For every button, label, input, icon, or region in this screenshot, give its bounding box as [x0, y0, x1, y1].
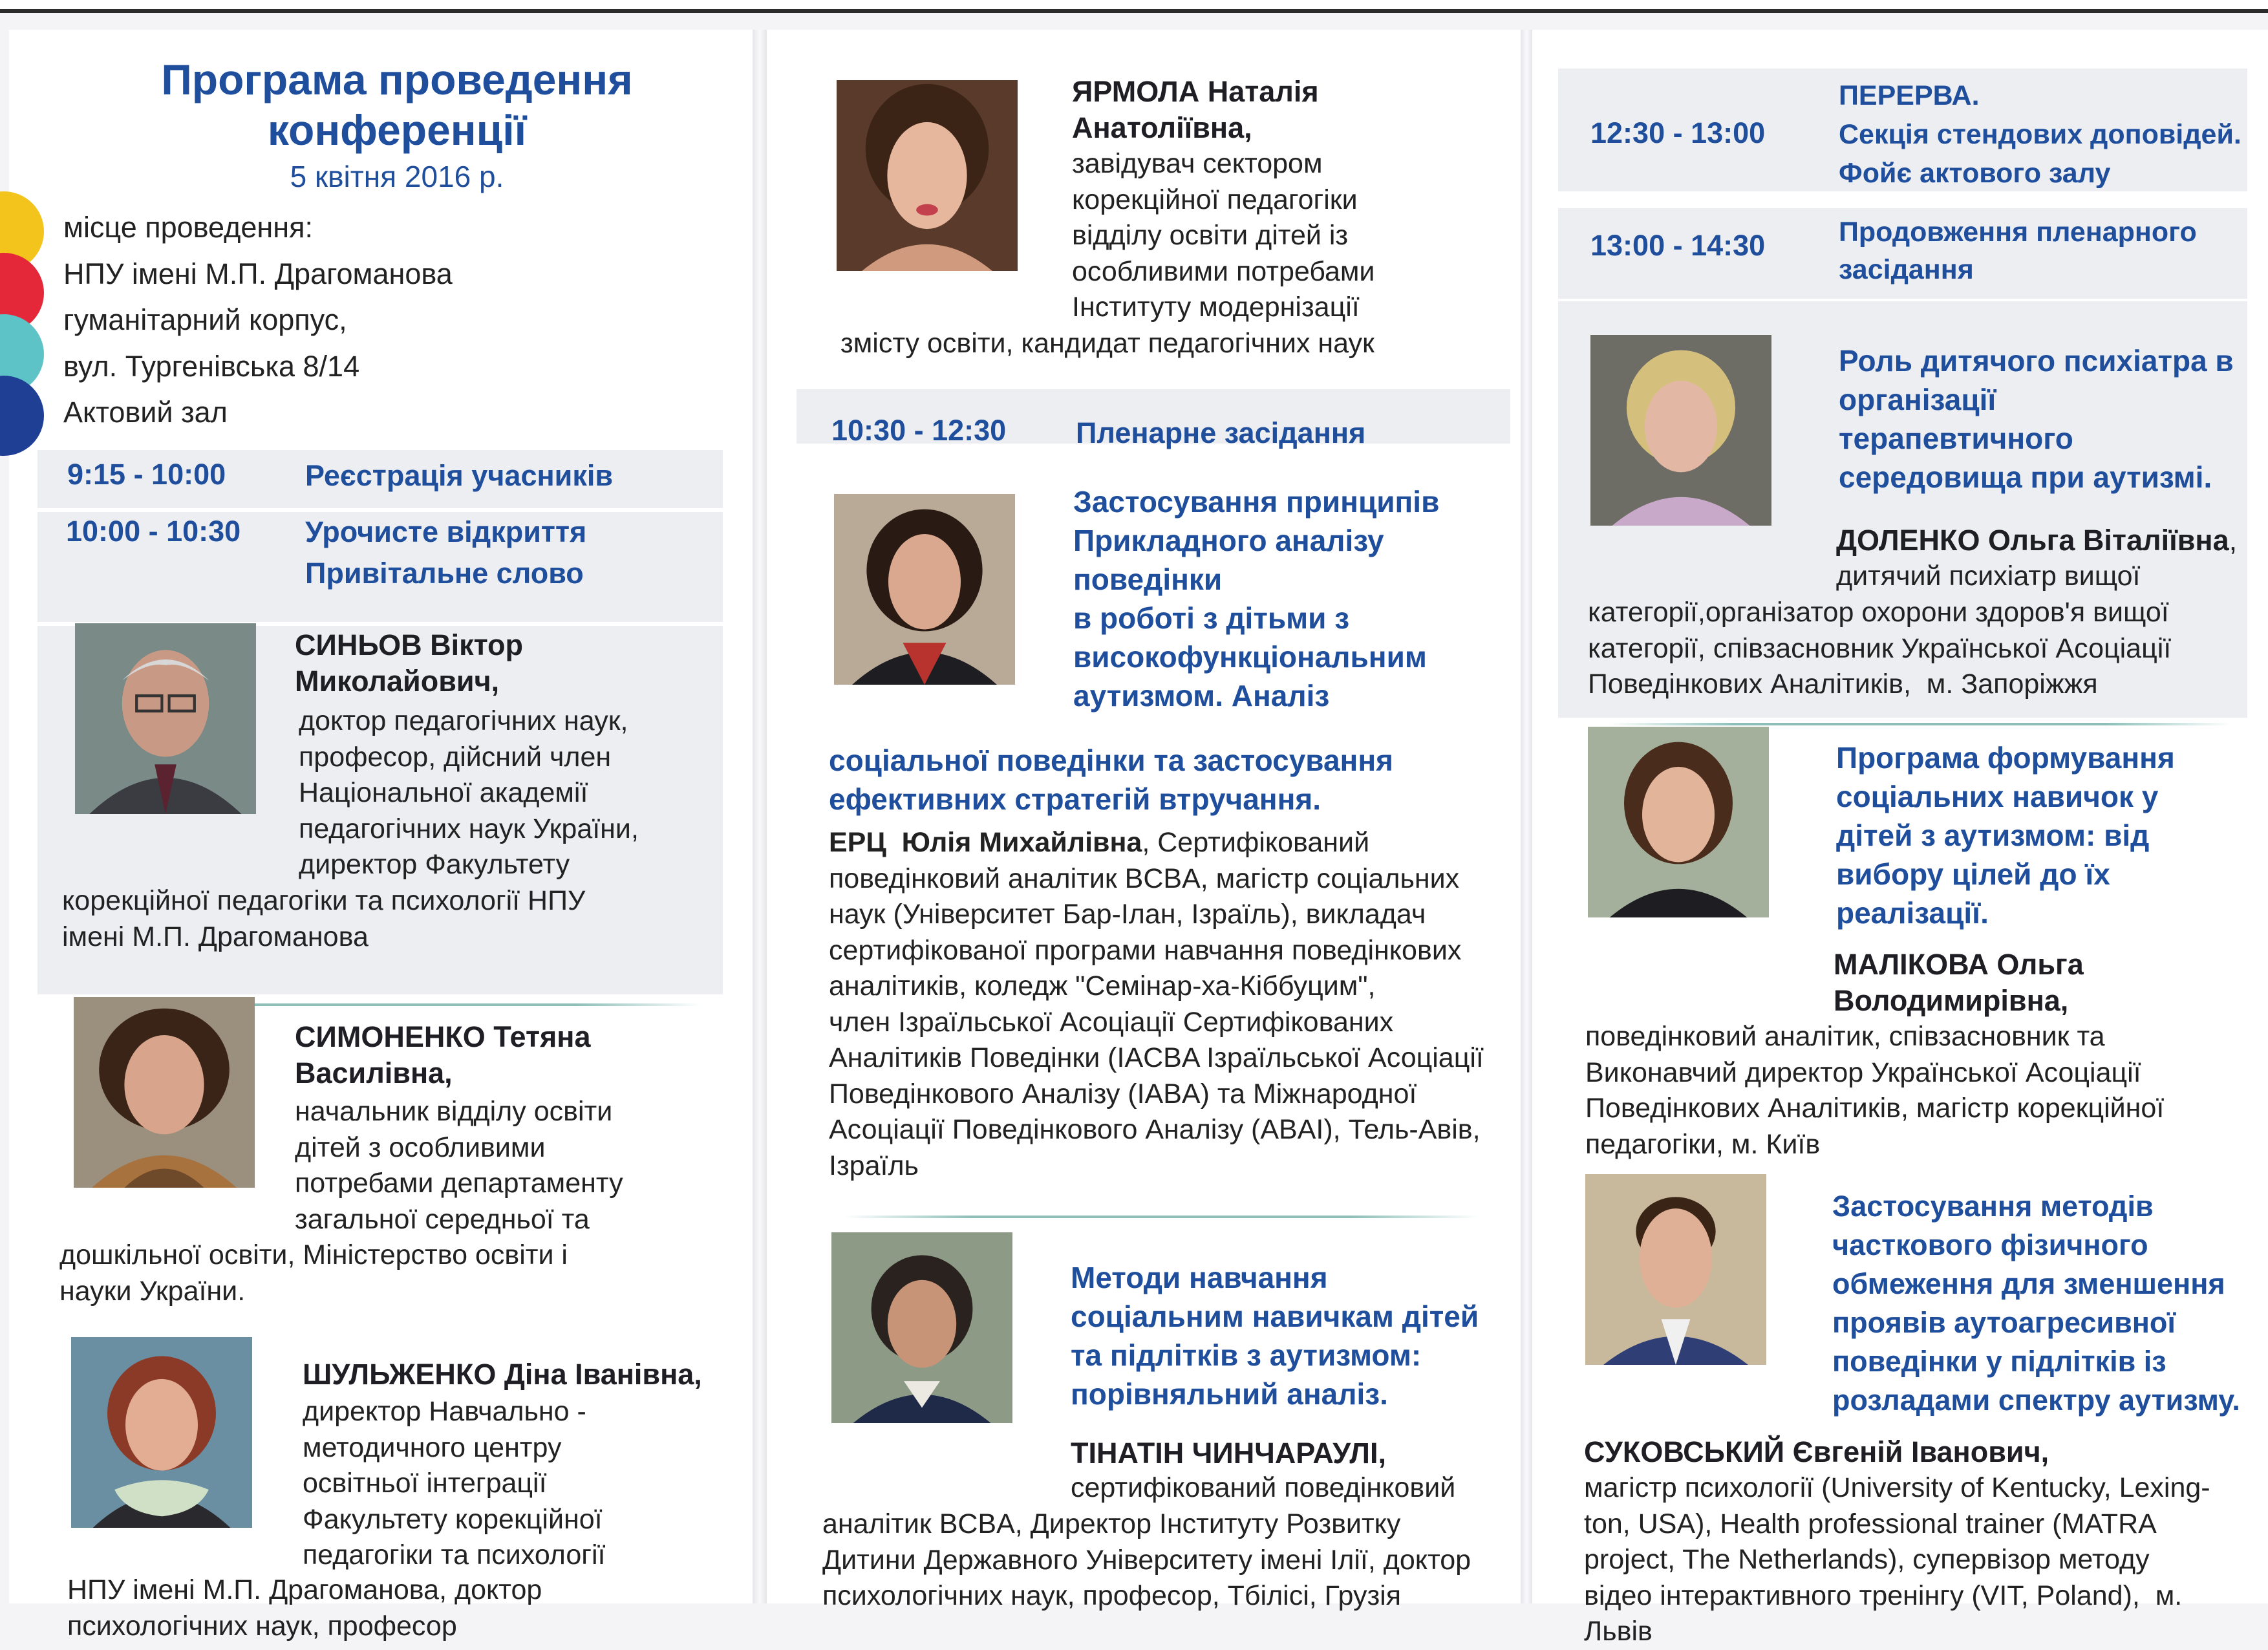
name-line: СИМОНЕНКО Тетяна	[295, 1020, 591, 1053]
top-edge	[0, 0, 2268, 13]
desc-line: дітей з особливими	[295, 1131, 546, 1163]
desc-line: професор, дійсний член	[299, 741, 612, 773]
schedule-time: 10:30 - 12:30	[831, 414, 1007, 447]
topic-line: та підлітків з аутизмом:	[1071, 1338, 1422, 1372]
schedule-time: 10:00 - 10:30	[66, 515, 241, 548]
speaker-photo-erts	[834, 494, 1015, 685]
talk-topic	[1839, 341, 2234, 497]
desc-line: Асоціації Поведінкового Аналізу (ABAI), Тель-Авів,	[829, 1114, 1481, 1145]
desc-line: поведінковий аналітик, співзасновник та	[1585, 1021, 2105, 1052]
name-line: Анатоліївна,	[1072, 111, 1252, 144]
desc-line: аналітиків, коледж "Семінар-ха-Кіббуцим",	[829, 970, 1376, 1002]
panel-left	[9, 30, 753, 1642]
speaker-description-full	[67, 1572, 542, 1644]
topic-line: соціальної поведінки та застосування	[829, 744, 1393, 777]
schedule-time: 13:00 - 14:30	[1590, 229, 1766, 262]
desc-line: відділу освіти дітей із	[1072, 220, 1349, 251]
talk-topic	[1836, 738, 2175, 932]
speaker-description-full	[1585, 1019, 2164, 1162]
speaker-description	[1071, 1470, 1455, 1506]
speaker-photo-chincharauli	[831, 1232, 1012, 1423]
desc-line: наук (Університет Бар-Ілан, Ізраїль), викладач	[829, 899, 1426, 930]
desc-line: Виконавчий директор Української Асоціації	[1585, 1056, 2141, 1088]
desc-line: Ізраїль	[829, 1150, 919, 1181]
divider	[1610, 723, 2231, 725]
desc-line: директор Факультету	[299, 849, 570, 880]
desc-line: project, The Netherlands), супервізор методу	[1584, 1544, 2150, 1575]
desc-text: , Сертифікований	[1142, 827, 1370, 858]
topic-line: Методи навчання	[1071, 1261, 1328, 1294]
desc-line: педагогіки, м. Київ	[1585, 1128, 1821, 1160]
desc-line: Аналітиків Поведінки (IACBA Ізраїльської Асоціації	[829, 1042, 1484, 1073]
name-line: ЯРМОЛА Наталія	[1072, 75, 1319, 108]
topic-line: соціальним навичкам дітей	[1071, 1300, 1479, 1333]
desc-line: дошкільної освіти, Міністерство освіти і	[59, 1239, 568, 1270]
page-title	[48, 54, 746, 155]
event-line: Секція стендових доповідей.	[1839, 119, 2241, 150]
topic-line: Прикладного аналізу	[1073, 524, 1384, 557]
talk-topic	[1832, 1187, 2240, 1420]
speaker-name	[1836, 522, 2237, 559]
speaker-description	[1836, 559, 2140, 595]
event-line: Фойє актового залу	[1839, 158, 2111, 189]
desc-line: Поведінкового Аналізу (IABA) та Міжнародної	[829, 1078, 1417, 1109]
desc-line: Національної академії	[299, 777, 588, 808]
speaker-name: ТІНАТІН ЧИНЧАРАУЛІ,	[1071, 1437, 1387, 1470]
talk-topic-full	[829, 741, 1393, 819]
desc-line: Факультету корекційної	[303, 1503, 603, 1535]
event-line: засідання	[1839, 254, 1974, 285]
speaker-description-full	[59, 1238, 568, 1309]
speaker-description-full	[1584, 1470, 2210, 1650]
speaker-description	[299, 703, 639, 883]
speaker-photo-yarmola	[837, 80, 1018, 271]
topic-line: порівняльний аналіз.	[1071, 1377, 1388, 1411]
desc-line: категорії,організатор охорони здоров'я вищої	[1588, 597, 2169, 628]
desc-line: методичного центру	[303, 1431, 562, 1463]
venue-line: Актовий зал	[63, 396, 228, 429]
topic-line: Роль дитячого психіатра в	[1839, 344, 2234, 378]
navy-dot	[0, 376, 44, 456]
desc-line: відео інтерактивного тренінгу (VIT, Poland), м.	[1584, 1580, 2183, 1611]
event-line: Привітальне слово	[305, 557, 584, 590]
topic-line: розладами спектру аутизму.	[1832, 1384, 2240, 1417]
venue-line: гуманітарний корпус,	[63, 303, 347, 336]
desc-line: поведінковий аналітик BCBA, магістр соціальних	[829, 862, 1460, 894]
desc-line: Інституту модернізації	[1072, 292, 1360, 323]
desc-line: доктор педагогічних наук,	[299, 705, 628, 736]
topic-line: терапевтичного	[1839, 422, 2073, 455]
panel-middle	[767, 30, 1526, 1611]
topic-line: поведінки	[1073, 562, 1223, 596]
fold-line	[1521, 30, 1532, 1603]
divider	[844, 1216, 1478, 1218]
topic-line: організації	[1839, 383, 1996, 416]
topic-line: ефективних стратегій втручання.	[829, 782, 1321, 816]
desc-line: освітньої інтеграції	[303, 1468, 547, 1499]
desc-line: корекційної педагогіки	[1072, 184, 1358, 215]
speaker-description-full	[822, 1506, 1471, 1614]
desc-line: психологічних наук, професор, Тбілісі, Грузія	[822, 1580, 1402, 1611]
topic-line: дітей з аутизмом: від	[1836, 819, 2150, 852]
desc-line: особливими потребами	[1072, 255, 1375, 287]
topic-line: часткового фізичного	[1832, 1228, 2148, 1261]
topic-line: обмеження для зменшення	[1832, 1267, 2225, 1300]
speaker-photo-synov	[75, 623, 256, 814]
desc-line: педагогіки та психології	[303, 1539, 606, 1570]
talk-topic	[1071, 1258, 1479, 1413]
event-line: Продовження пленарного	[1839, 217, 2197, 248]
schedule-event: Пленарне засідання	[1076, 416, 1366, 449]
desc-line: педагогічних наук України,	[299, 813, 639, 844]
topic-line: Програма формування	[1836, 741, 2175, 775]
name-line: Володимирівна,	[1834, 984, 2069, 1017]
speaker-description	[303, 1394, 605, 1574]
schedule-time: 12:30 - 13:00	[1590, 116, 1766, 149]
speaker-photo-sukovskyi	[1585, 1174, 1766, 1365]
event-line: Урочисте відкриття	[305, 515, 587, 548]
desc-line: сертифікованої програми навчання поведінкових	[829, 934, 1462, 966]
desc-line: НПУ імені М.П. Драгоманова, доктор	[67, 1574, 542, 1605]
desc-line: Поведінкових Аналітиків, магістр корекційної	[1585, 1093, 2165, 1124]
title-line-2: конференції	[267, 106, 527, 154]
speaker-name: СУКОВСЬКИЙ Євгеній Іванович,	[1584, 1435, 2049, 1468]
topic-line: проявів аутоагресивної	[1832, 1306, 2176, 1339]
speaker-name: ЕРЦ Юлія Михайлівна	[829, 827, 1142, 858]
speaker-photo-dolenko	[1590, 335, 1771, 526]
speaker-description-full	[840, 326, 1375, 362]
desc-line: імені М.П. Драгоманова	[62, 921, 369, 952]
venue-line: вул. Тургенівська 8/14	[63, 349, 360, 383]
venue-line: НПУ імені М.П. Драгоманова	[63, 257, 453, 290]
topic-line: Застосування принципів	[1073, 485, 1440, 519]
desc-line: корекційної педагогіки та психології НПУ	[62, 885, 586, 916]
desc-line: завідувач сектором	[1072, 148, 1323, 179]
desc-line: змісту освіти, кандидат педагогічних наук	[840, 328, 1375, 359]
name-tail: ,	[2229, 524, 2238, 557]
speaker-name: ШУЛЬЖЕНКО Діна Іванівна,	[303, 1358, 702, 1391]
desc-line: ton, USA), Health professional trainer (MATRA	[1584, 1508, 2157, 1539]
topic-line: Застосування методів	[1832, 1190, 2154, 1223]
topic-line: в роботі з дітьми з	[1073, 601, 1350, 635]
speaker-name	[1834, 947, 2084, 1019]
schedule-event	[1839, 213, 2197, 288]
topic-line: середовища при аутизмі.	[1839, 460, 2212, 494]
schedule-event	[1839, 76, 2241, 193]
topic-line: поведінки у підлітків із	[1832, 1345, 2166, 1378]
desc-line: сертифікований поведінковий	[1071, 1472, 1456, 1503]
desc-line: дитячий психіатр вищої	[1836, 561, 2141, 592]
speaker-description-full	[829, 825, 1484, 1184]
panel-right	[1532, 30, 2268, 1647]
desc-line: начальник відділу освіти	[295, 1096, 613, 1127]
desc-line: аналітик BCBA, Директор Інституту Розвитку	[822, 1508, 1401, 1539]
desc-line	[829, 825, 1484, 861]
name-line: Василівна,	[295, 1056, 453, 1089]
name-line: МАЛІКОВА Ольга	[1834, 948, 2084, 981]
desc-line: категорії, співзасновник Української Асоціації	[1588, 632, 2172, 664]
name-line: Миколайович,	[295, 665, 500, 698]
conference-date: 5 квітня 2016 р.	[290, 160, 504, 193]
speaker-name	[295, 627, 523, 700]
fold-line	[753, 30, 767, 1603]
speaker-description-full	[1588, 595, 2171, 703]
desc-line: науки України.	[59, 1275, 246, 1307]
name-text: ДОЛЕНКО Ольга Віталіївна	[1836, 524, 2229, 557]
topic-line: соціальних навичок у	[1836, 780, 2159, 813]
topic-line: реалізації.	[1836, 896, 1989, 930]
desc-line: член Ізраїльської Асоціації Сертифікованих	[829, 1006, 1394, 1038]
topic-line: аутизмом. Аналіз	[1073, 679, 1330, 712]
speaker-description-full	[62, 883, 585, 955]
talk-topic	[1073, 482, 1439, 715]
speaker-description	[295, 1094, 623, 1238]
desc-line: магістр психології (University of Kentucky, Lexing-	[1584, 1472, 2210, 1503]
schedule-time: 9:15 - 10:00	[67, 458, 226, 491]
desc-line: загальної середньої та	[295, 1203, 590, 1235]
desc-line: потребами департаменту	[295, 1168, 623, 1199]
event-line: ПЕРЕРВА.	[1839, 80, 1980, 111]
topic-line: високофункціональним	[1073, 640, 1427, 674]
speaker-name	[295, 1019, 591, 1091]
name-line: СИНЬОВ Віктор	[295, 628, 524, 661]
speaker-photo-shulzhenko	[71, 1337, 252, 1528]
desc-line: Дитини Державного Університету імені Ілії, доктор	[822, 1544, 1471, 1576]
desc-line: Львів	[1584, 1616, 1653, 1647]
title-line-1: Програма проведення	[161, 56, 633, 103]
venue-label: місце проведення:	[63, 211, 313, 244]
desc-line: психологічних наук, професор	[67, 1610, 457, 1642]
desc-line: директор Навчально -	[303, 1396, 586, 1427]
schedule-event	[305, 511, 586, 594]
speaker-name	[1072, 74, 1319, 146]
speaker-photo-malikova	[1588, 727, 1769, 917]
venue-block	[63, 204, 453, 436]
topic-line: вибору цілей до їх	[1836, 857, 2110, 891]
speaker-photo-symonenko	[74, 997, 255, 1188]
desc-line: Поведінкових Аналітиків, м. Запоріжжя	[1588, 669, 2098, 700]
schedule-event: Реєстрація учасників	[305, 459, 614, 492]
speaker-description	[1072, 146, 1375, 326]
